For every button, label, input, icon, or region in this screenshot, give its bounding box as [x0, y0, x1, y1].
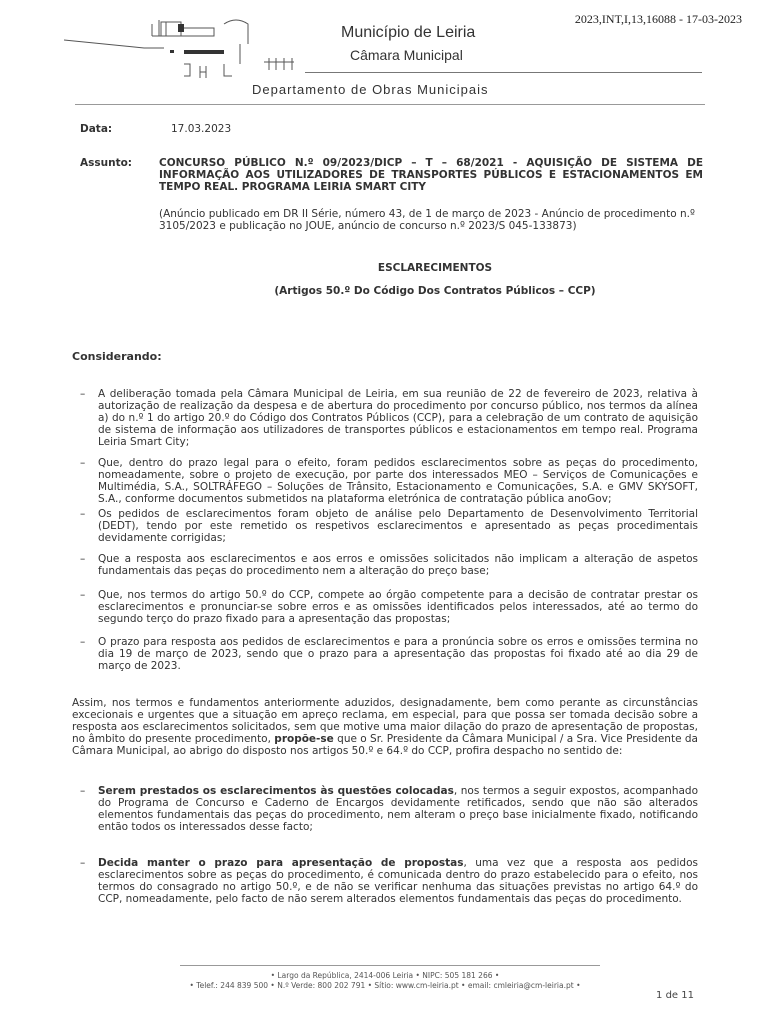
considerando-heading: Considerando: — [72, 350, 162, 363]
list-bullet: – — [80, 636, 86, 648]
list-bullet: – — [80, 457, 86, 469]
department-divider — [75, 104, 705, 105]
subject-note: (Anúncio publicado em DR II Série, número 43, de 1 de março de 2023 - Anúncio de procedimento n.º 3105/2023 e publicação no JOUE, anúncio de concurso n.º 2023/S 045-133873) — [159, 208, 695, 232]
list-bullet: – — [80, 785, 86, 797]
proposal-item — [98, 857, 698, 905]
footer-contacts: • Telef.: 244 839 500 • N.º Verde: 800 202 791 • Sítio: www.cm-leiria.pt • email: cmleiria@cm-leiria.pt • — [189, 981, 581, 990]
list-bullet: – — [80, 857, 86, 869]
footer-divider — [180, 965, 600, 966]
consideration-item: Que, nos termos do artigo 50.º do CCP, compete ao órgão competente para a decisão de contratar prestar os esclarecimentos e pronunciar-se sobre erros e as omissões identificados pelos interessados, até ao termo do segundo terço do prazo fixado para a apresentação das propostas; — [98, 589, 698, 625]
footer-address: • Largo da República, 2414-006 Leiria • NIPC: 505 181 266 • — [270, 971, 500, 980]
page-number: 1 de 11 — [656, 990, 694, 1001]
municipality-name: Município de Leiria — [341, 24, 476, 41]
section-subtitle: (Artigos 50.º Do Código Dos Contratos Públicos – CCP) — [274, 285, 596, 297]
list-bullet: – — [80, 388, 86, 400]
proposal-bold-text: Serem prestados os esclarecimentos às questões colocadas — [98, 785, 454, 797]
council-name: Câmara Municipal — [350, 47, 463, 63]
section-title: ESCLARECIMENTOS — [377, 262, 493, 274]
document-reference: 2023,INT,I,13,16088 - 17-03-2023 — [574, 12, 742, 26]
proposal-item — [98, 785, 698, 833]
subject-label: Assunto: — [80, 157, 133, 169]
conclusion-text-before: Assim, nos termos e fundamentos anteriormente aduzidos, designadamente, bem como perante as circunstâncias excecionais e urgentes que a situação em apreço reclama, em especial, para que possa ser tomada decisão sobre a resposta aos esclarecimentos solicitados, sem que motive uma maior dilação do prazo de apresentação de propostas, no âmbito do presente procedimento, — [72, 697, 698, 745]
conclusion-text-after: que o Sr. Presidente da Câmara Municipal / a Sra. Vice Presidente da Câmara Municipal, ao abrigo do disposto nos artigos 50.º e 64.º do CCP, profira despacho no sentido de: — [72, 733, 698, 757]
list-bullet: – — [80, 589, 86, 601]
conclusion-paragraph — [72, 697, 698, 757]
consideration-item: O prazo para resposta aos pedidos de esclarecimentos e para a pronúncia sobre os erros e omissões termina no dia 19 de março de 2023, sendo que o prazo para a apresentação das propostas foi fixado até ao dia 29 de março de 2023. — [98, 636, 698, 672]
consideration-item: A deliberação tomada pela Câmara Municipal de Leiria, em sua reunião de 22 de fevereiro de 2023, relativa à autorização de realização da despesa e de abertura do procedimento por concurso público, nos termos da alínea a) do n.º 1 do artigo 20.º do Código dos Contratos Públicos (CCP), para a celebração de um contrato de aquisição de sistema de informação aos utilizadores de transportes públicos e estacionamentos em tempo real. Programa Leiria Smart City; — [98, 388, 698, 448]
department-name: Departamento de Obras Municipais — [252, 82, 489, 97]
proposal-text: , nos termos a seguir expostos, acompanhado do Programa de Concurso e Caderno de Encargos devidamente retificados, sendo que não são alterados elementos fundamentais das peças do procedimento, nem alteram o preço base inicialmente fixado, notificando então todos os interessados desse facto; — [98, 785, 698, 833]
leiria-castle-logo — [64, 14, 314, 84]
consideration-item: Os pedidos de esclarecimentos foram objeto de análise pelo Departamento de Desenvolvimento Territorial (DEDT), tendo por este remetido os respetivos esclarecimentos e apresentado as peças procedimentais devidamente corrigidas; — [98, 508, 698, 544]
proposal-text: , uma vez que a resposta aos pedidos esclarecimentos sobre as peças do procedimento, é comunicada dentro do prazo estabelecido para o efeito, nos termos do consagrado no artigo 50.º, e de não se verificar nenhuma das situações previstas no artigo 64.º do CCP, nomeadamente, pelo facto de não serem alterados elementos fundamentais das peças do procedimento. — [98, 857, 698, 905]
proposal-bold-text: Decida manter o prazo para apresentação de propostas — [98, 857, 464, 869]
header-divider — [305, 72, 702, 73]
date-label: Data: — [80, 123, 113, 135]
date-value: 17.03.2023 — [171, 123, 232, 135]
consideration-item: Que a resposta aos esclarecimentos e aos erros e omissões solicitados não implicam a alteração de aspetos fundamentais das peças do procedimento nem a alteração do preço base; — [98, 553, 698, 577]
list-bullet: – — [80, 553, 86, 565]
conclusion-proposal-keyword: propõe-se — [274, 733, 334, 745]
consideration-item: Que, dentro do prazo legal para o efeito, foram pedidos esclarecimentos sobre as peças do procedimento, nomeadamente, sobre o projeto de execução, por parte dos interessados MEO – Serviços de Comunicações e Multimédia, S.A., SOLTRÁFEGO – Soluções de Trânsito, Estacionamento e Comunicações, S.A. e GMV SKYSOFT, S.A., conforme documentos submetidos na plataforma eletrónica de contratação pública anoGov; — [98, 457, 698, 505]
list-bullet: – — [80, 508, 86, 520]
subject-text: CONCURSO PÚBLICO N.º 09/2023/DICP – T – 68/2021 - AQUISIÇÃO DE SISTEMA DE INFORMAÇÃO AOS UTILIZADORES DE TRANSPORTES PÚBLICOS E ESTACIONAMENTOS EM TEMPO REAL. PROGRAMA LEIRIA SMART CITY — [159, 157, 703, 193]
